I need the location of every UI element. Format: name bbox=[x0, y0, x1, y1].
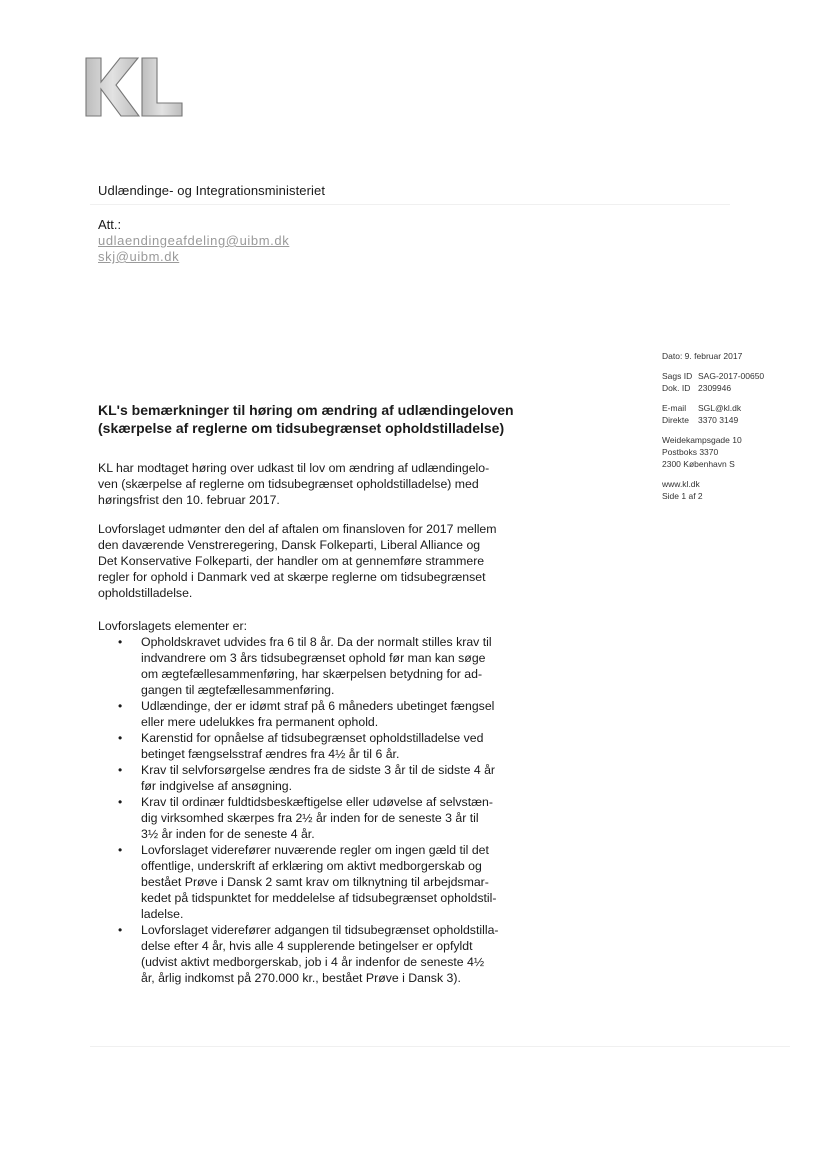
text-line: KL har modtaget høring over udkast til lov om ændring af udlændingelo- bbox=[98, 461, 490, 475]
att-email[interactable]: skj@uibm.dk bbox=[98, 249, 180, 264]
text-line: den daværende Venstreregering, Dansk Folkeparti, Liberal Alliance og bbox=[98, 538, 481, 552]
text-line: regler for ophold i Danmark ved at skærpe reglerne om tidsubegrænset bbox=[98, 570, 486, 584]
address-line: Postboks 3370 bbox=[662, 447, 719, 457]
document-meta bbox=[662, 350, 764, 510]
list-item: • Lovforslaget viderefører adgangen til tidsubegrænset opholdstilla- delse efter 4 år, hvis alle 4 supplerende betingelser er opfyldt (udvist aktivt medborgerskab, job i 4 år indenfor de seneste 4½ år, årlig indkomst på 270.000 kr., bestået Prøve i Dansk 3). bbox=[118, 923, 499, 985]
bullet-icon: • bbox=[118, 923, 123, 937]
page-number: Side 1 af 2 bbox=[662, 491, 703, 501]
bullet-icon: • bbox=[118, 795, 123, 809]
direkte-label: Direkte bbox=[662, 415, 689, 425]
sags-id-label: Sags ID bbox=[662, 371, 693, 381]
bullet-icon: • bbox=[118, 731, 123, 745]
att-label: Att.: bbox=[98, 217, 122, 232]
list-item: • Opholdskravet udvides fra 6 til 8 år. Da der normalt stilles krav til indvandrere om 3 års tidsubegrænset ophold før man kan søge om ægtefællesammenføring, har skærpelsen betydning for ad- gangen til ægtefællesammenføring. bbox=[118, 635, 492, 697]
address-line: 2300 København S bbox=[662, 459, 735, 469]
att-email[interactable]: udlaendingeafdeling@uibm.dk bbox=[98, 233, 290, 248]
text-line: Det Konservative Folkeparti, der handler om at gennemføre strammere bbox=[98, 554, 485, 568]
text-line: ven (skærpelse af reglerne om tidsubegrænset opholdstilladelse) med bbox=[98, 477, 479, 491]
bullet-icon: • bbox=[118, 763, 123, 777]
attention-block bbox=[98, 217, 289, 265]
dok-id-value: 2309946 bbox=[698, 383, 732, 393]
list-item: • Karenstid for opnåelse af tidsubegrænset opholdstilladelse ved betinget fængselsstraf ændres fra 4½ år til 6 år. bbox=[118, 731, 484, 761]
kl-logo bbox=[82, 56, 186, 118]
list-item: • Krav til selvforsørgelse ændres fra de sidste 3 år til de sidste 4 år før indgivelse af ansøgning. bbox=[118, 763, 496, 793]
bullet-icon: • bbox=[118, 635, 123, 649]
paragraph-background bbox=[98, 521, 548, 601]
list-item: • Udlændinge, der er idømt straf på 6 måneders ubetinget fængsel eller mere udelukkes fra permanent ophold. bbox=[118, 699, 495, 729]
date: Dato: 9. februar 2017 bbox=[662, 351, 743, 361]
recipient: Udlændinge- og Integrationsministeriet bbox=[98, 183, 326, 198]
dok-id-label: Dok. ID bbox=[662, 383, 691, 393]
paragraph-intro bbox=[98, 460, 548, 508]
address-line: Weidekampsgade 10 bbox=[662, 435, 742, 445]
list-item: • Krav til ordinær fuldtidsbeskæftigelse eller udøvelse af selvstæn- dig virksomhed skærpes fra 2½ år inden for de seneste 3 år til 3½ år inden for de seneste 4 år. bbox=[118, 795, 493, 841]
website[interactable]: www.kl.dk bbox=[662, 479, 700, 489]
text-line: Lovforslaget udmønter den del af aftalen om finansloven for 2017 mellem bbox=[98, 522, 497, 536]
title-line: (skærpelse af reglerne om tidsubegrænset opholdstilladelse) bbox=[98, 420, 505, 436]
elements-list bbox=[98, 634, 550, 986]
list-heading: Lovforslagets elementer er: bbox=[98, 619, 248, 633]
list-item: • Lovforslaget viderefører nuværende regler om ingen gæld til det offentlige, underskrift af erklæring om aktivt medborgerskab og bestået Prøve i Dansk 2 samt krav om tilknytning til arbejdsmar- kedet på tidspunktet for meddelelse af tidsubegrænset opholdstil- ladelse. bbox=[118, 843, 497, 921]
text-line: opholdstilladelse. bbox=[98, 586, 193, 600]
document-title bbox=[98, 401, 558, 437]
direkte-value: 3370 3149 bbox=[698, 415, 739, 425]
bullet-icon: • bbox=[118, 699, 123, 713]
sags-id-value: SAG-2017-00650 bbox=[698, 371, 765, 381]
text-line: høringsfrist den 10. februar 2017. bbox=[98, 493, 280, 507]
bullet-icon: • bbox=[118, 843, 123, 857]
email-value[interactable]: SGL@kl.dk bbox=[698, 403, 742, 413]
scan-line bbox=[90, 1046, 790, 1047]
scan-line bbox=[90, 204, 730, 205]
title-line: KL's bemærkninger til høring om ændring af udlændingeloven bbox=[98, 402, 514, 418]
email-label: E-mail bbox=[662, 403, 687, 413]
